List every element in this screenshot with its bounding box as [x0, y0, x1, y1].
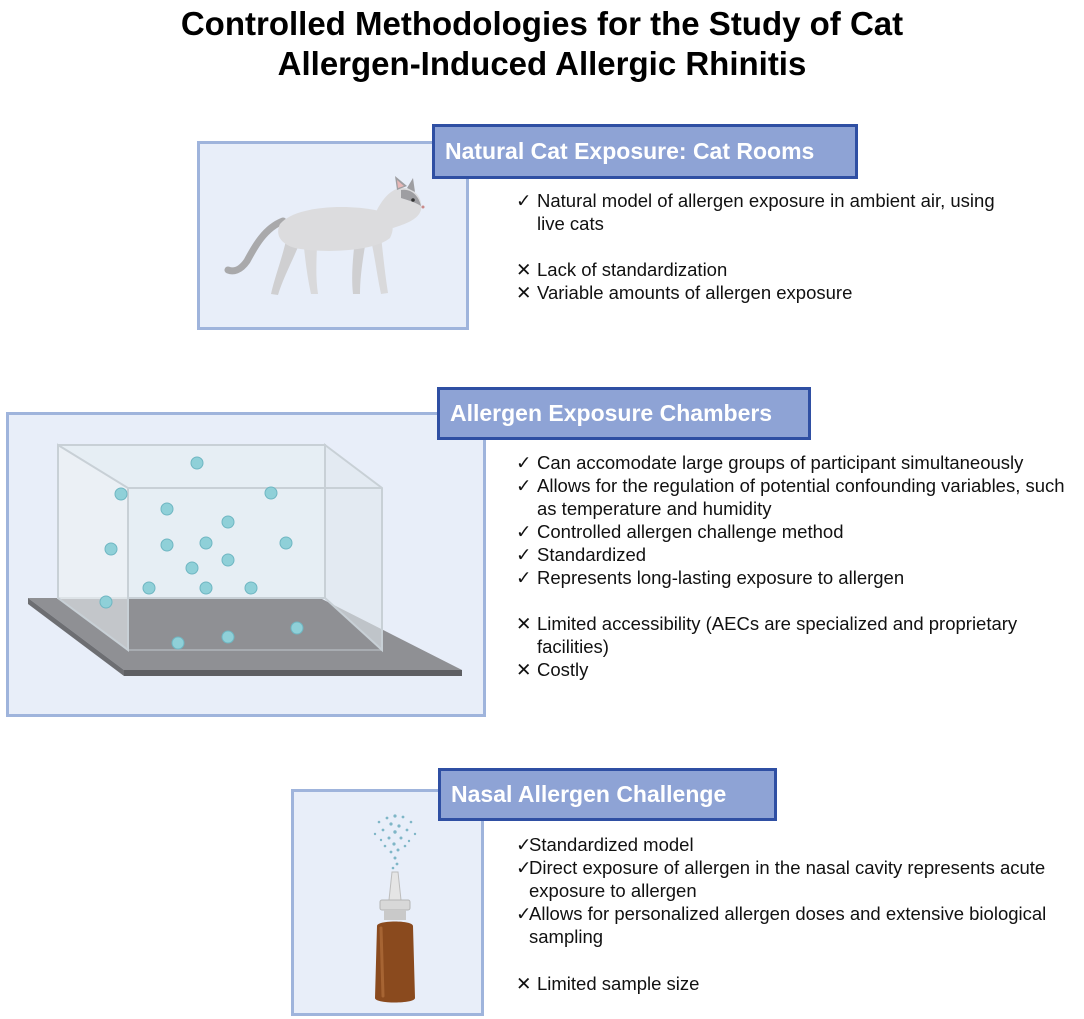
allergen-particle: [200, 537, 212, 549]
allergen-particle: [143, 582, 155, 594]
check-icon: ✓: [516, 903, 532, 924]
allergen-particle: [222, 554, 234, 566]
chamber-pro-item: ✓ Allows for the regulation of potential confounding variables, such as temperature and humidity: [516, 475, 1065, 519]
allergen-particle: [222, 516, 234, 528]
nasal-con-item: ✕ Limited sample size: [516, 973, 700, 994]
nasal-pro-item: ✓ Standardized model: [516, 834, 694, 855]
allergen-particle: [245, 582, 257, 594]
allergen-particle: [280, 537, 292, 549]
cat-room-pro-item: ✓ Natural model of allergen exposure in ambient air, using live cats: [516, 190, 995, 234]
title-line-2: Allergen-Induced Allergic Rhinitis: [277, 45, 807, 82]
allergen-particle: [105, 543, 117, 555]
check-icon: ✓: [516, 857, 532, 878]
chamber-header: Allergen Exposure Chambers: [437, 387, 811, 440]
allergen-particle: [265, 487, 277, 499]
allergen-particle: [100, 596, 112, 608]
cat-room-con-item: ✕ Variable amounts of allergen exposure: [516, 282, 853, 303]
allergen-particle: [172, 637, 184, 649]
cross-icon: ✕: [516, 259, 532, 280]
allergen-particle: [222, 631, 234, 643]
nasal-pro-item: ✓ Direct exposure of allergen in the nasal cavity represents acute exposure to allergen: [516, 857, 1046, 901]
allergen-particle: [115, 488, 127, 500]
allergen-particle: [200, 582, 212, 594]
chamber-pro-item: ✓ Standardized: [516, 544, 647, 565]
chamber-pro-item: ✓ Can accomodate large groups of participant simultaneously: [516, 452, 1024, 473]
check-icon: ✓: [516, 190, 532, 211]
nasal-pro-item: ✓ Allows for personalized allergen doses and extensive biological sampling: [516, 903, 1047, 947]
title-line-1: Controlled Methodologies for the Study of Cat: [180, 5, 904, 42]
check-icon: ✓: [516, 834, 532, 855]
chamber-cons-list: [516, 612, 1078, 681]
chamber-pros-list: [516, 451, 1082, 589]
chamber-con-item: ✕ Costly: [516, 659, 589, 680]
nasal-cons-list: [516, 972, 996, 995]
cross-icon: ✕: [516, 613, 532, 634]
check-icon: ✓: [516, 452, 532, 473]
check-icon: ✓: [516, 475, 532, 496]
allergen-particle: [161, 503, 173, 515]
cat-room-con-item: ✕ Lack of standardization: [516, 259, 728, 280]
check-icon: ✓: [516, 521, 532, 542]
chamber-con-item: ✕ Limited accessibility (AECs are specialized and proprietary facilities): [516, 613, 1018, 657]
allergen-particle: [161, 539, 173, 551]
chamber-pro-item: ✓ Controlled allergen challenge method: [516, 521, 844, 542]
cat-room-header: Natural Cat Exposure: Cat Rooms: [432, 124, 858, 179]
check-icon: ✓: [516, 567, 532, 588]
chamber-pro-item: ✓ Represents long-lasting exposure to allergen: [516, 567, 905, 588]
cross-icon: ✕: [516, 659, 532, 680]
cross-icon: ✕: [516, 973, 532, 994]
nasal-header: Nasal Allergen Challenge: [438, 768, 777, 821]
allergen-particle: [191, 457, 203, 469]
nasal-spray-illustration: [355, 808, 435, 1008]
cross-icon: ✕: [516, 282, 532, 303]
nasal-pros-list: [516, 833, 1056, 948]
allergen-particle: [186, 562, 198, 574]
check-icon: ✓: [516, 544, 532, 565]
allergen-particle: [291, 622, 303, 634]
